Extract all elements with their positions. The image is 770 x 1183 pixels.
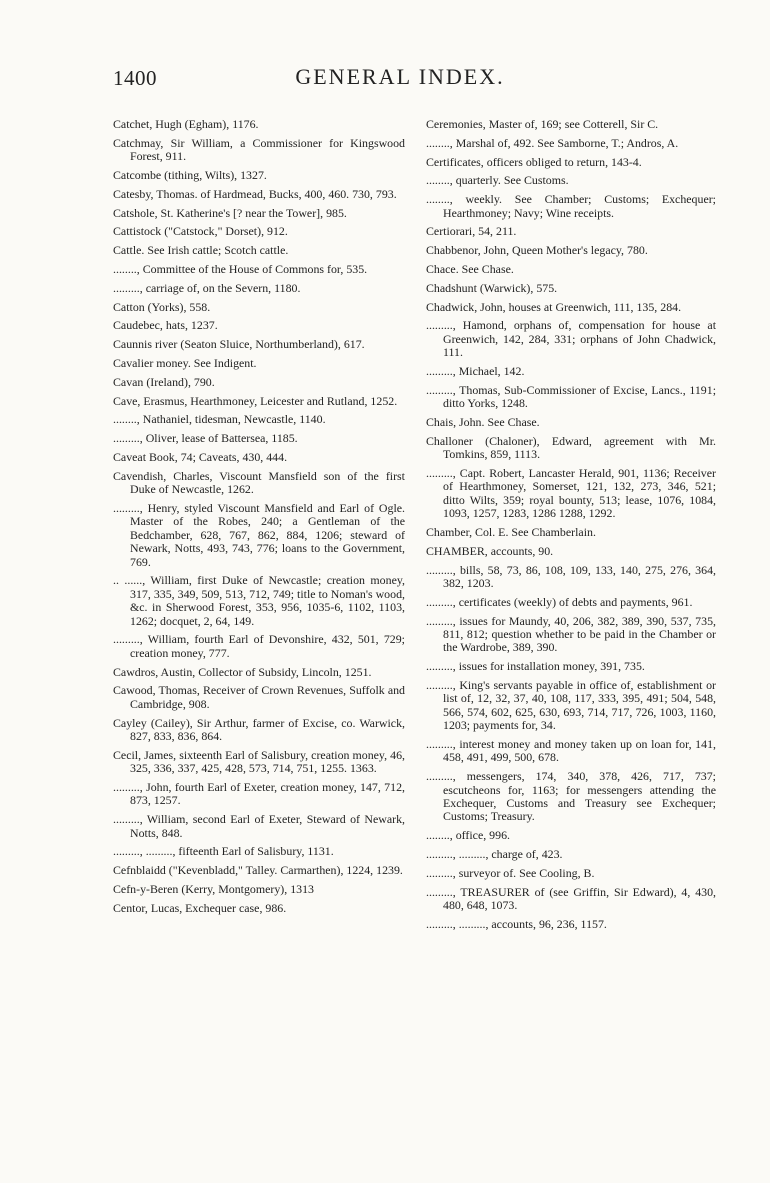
index-entry: ........, Marshal of, 492. See Samborne, T.; Andros, A. xyxy=(426,135,679,150)
index-entry: ........., ........., charge of, 423. xyxy=(426,847,563,862)
running-head: GENERAL INDEX. xyxy=(295,64,505,89)
index-column-right xyxy=(426,118,716,937)
index-entry: ........., Henry, styled Viscount Mansfield and Earl of Ogle. Master of the Robes, 240; a Gentleman of the Bedchamber, 628, 767, 862, 884, 1206; steward of Newark, Notts, 493, 743, 776; loans to the Government, 769. xyxy=(113,500,405,569)
index-entry: Catton (Yorks), 558. xyxy=(113,299,211,314)
index-column-left xyxy=(113,118,405,921)
index-entry: ........, Nathaniel, tidesman, Newcastle, 1140. xyxy=(113,412,326,427)
index-entry: ........., King's servants payable in office of, establishment or list of, 12, 32, 37, 40, 108, 117, 333, 395, 491; 504, 548, 566, 574, 602, 625, 630, 693, 714, 717, 726, 1003, 1160, 1203; payments for, 34. xyxy=(426,678,716,733)
index-entry: Catchet, Hugh (Egham), 1176. xyxy=(113,117,259,131)
index-entry: ........., ........., fifteenth Earl of Salisbury, 1131. xyxy=(113,844,334,859)
index-entry: Cawood, Thomas, Receiver of Crown Revenues, Suffolk and Cambridge, 908. xyxy=(113,683,405,711)
index-entry: ........, quarterly. See Customs. xyxy=(426,173,569,188)
index-entry: ........., Capt. Robert, Lancaster Herald, 901, 1136; Receiver of Hearthmoney, Somerset, 121, 132, 273, 346, 521; ditto Wilts, 359; royal bounty, 513; lease, 1076, 1084, 1093, 1257, 1283, 1286 1288, 1292. xyxy=(426,465,716,521)
index-entry: Certificates, officers obliged to return, 143-4. xyxy=(426,154,642,169)
index-entry: ........., William, second Earl of Exeter, Steward of Newark, Notts, 848. xyxy=(113,812,405,840)
index-entry: Cavendish, Charles, Viscount Mansfield son of the first Duke of Newcastle, 1262. xyxy=(113,468,405,497)
index-entry: ........, Committee of the House of Commons for, 535. xyxy=(113,261,368,276)
index-entry: Cavan (Ireland), 790. xyxy=(113,374,215,389)
index-entry: Cawdros, Austin, Collector of Subsidy, Lincoln, 1251. xyxy=(113,664,372,679)
index-entry: ........., William, fourth Earl of Devonshire, 432, 501, 729; creation money, 777. xyxy=(113,632,405,660)
index-entry: ........, office, 996. xyxy=(426,828,510,843)
index-entry: ........., messengers, 174, 340, 378, 426, 717, 737; escutcheons for, 1163; for messengers attending the Exchequer, Customs and Treasury see Exchequer; Customs; Treasury. xyxy=(426,769,716,824)
index-entry: ........., John, fourth Earl of Exeter, creation money, 147, 712, 873, 1257. xyxy=(113,780,405,808)
index-entry: Caunnis river (Seaton Sluice, Northumberland), 617. xyxy=(113,337,365,352)
index-entry: CHAMBER, accounts, 90. xyxy=(426,543,554,558)
index-entry: Chace. See Chase. xyxy=(426,261,514,276)
index-entry: Catchmay, Sir William, a Commissioner for Kingswood Forest, 911. xyxy=(113,135,405,164)
index-entry: Certiorari, 54, 211. xyxy=(426,224,517,239)
index-entry: Centor, Lucas, Exchequer case, 986. xyxy=(113,900,287,915)
index-entry: Chadwick, John, houses at Greenwich, 111, 135, 284. xyxy=(426,299,682,314)
index-entry: Cefn-y-Beren (Kerry, Montgomery), 1313 xyxy=(113,882,314,896)
index-entry: Challoner (Chaloner), Edward, agreement with Mr. Tomkins, 859, 1113. xyxy=(426,433,716,462)
index-entry: Chais, John. See Chase. xyxy=(426,414,540,429)
index-entry: ........., Oliver, lease of Battersea, 1185. xyxy=(113,431,298,446)
index-entry: Catshole, St. Katherine's [? near the Tower], 985. xyxy=(113,205,347,220)
index-entry: Cave, Erasmus, Hearthmoney, Leicester and Rutland, 1252. xyxy=(113,393,398,408)
index-entry: Ceremonies, Master of, 169; see Cotterell, Sir C. xyxy=(426,117,659,131)
index-entry: ........., TREASURER of (see Griffin, Sir Edward), 4, 430, 480, 648, 1073. xyxy=(426,884,716,913)
index-entry: ........., certificates (weekly) of debts and payments, 961. xyxy=(426,594,693,609)
index-entry: ........., issues for installation money, 391, 735. xyxy=(426,659,645,674)
index-entry: Caudebec, hats, 1237. xyxy=(113,318,218,333)
index-entry: Catesby, Thomas. of Hardmead, Bucks, 400, 460. 730, 793. xyxy=(113,186,397,201)
index-entry: ........., Michael, 142. xyxy=(426,363,525,378)
index-entry: ........, weekly. See Chamber; Customs; Exchequer; Hearthmoney; Navy; Wine receipts. xyxy=(426,192,716,220)
index-entry: ........., ........., accounts, 96, 236, 1157. xyxy=(426,916,607,931)
index-entry: Cayley (Cailey), Sir Arthur, farmer of Excise, co. Warwick, 827, 833, 836, 864. xyxy=(113,715,405,743)
index-entry: Caveat Book, 74; Caveats, 430, 444. xyxy=(113,449,288,464)
page-number: 1400 xyxy=(113,66,157,90)
index-entry: ........., carriage of, on the Severn, 1180. xyxy=(113,280,301,295)
index-entry: ........., Hamond, orphans of, compensation for house at Greenwich, 142, 284, 331; orphans of John Chadwick, 111. xyxy=(426,318,716,360)
index-entry: Cavalier money. See Indigent. xyxy=(113,355,257,370)
index-entry: ........., Thomas, Sub-Commissioner of Excise, Lancs., 1191; ditto Yorks, 1248. xyxy=(426,382,716,411)
index-entry: Cecil, James, sixteenth Earl of Salisbury, creation money, 46, 325, 336, 337, 425, 428, 573, 714, 751, 1255. 1363. xyxy=(113,747,405,776)
index-entry: Cattistock ("Catstock," Dorset), 912. xyxy=(113,224,288,239)
index-entry: .. ......, William, first Duke of Newcastle; creation money, 317, 335, 349, 509, 513, 712, 749; title to Noman's wood, &c. in Sherwood Forest, 353, 956, 1035-6, 1102, 1103, 1262; docquet, 2, 64, 149. xyxy=(113,573,405,628)
index-entry: Cattle. See Irish cattle; Scotch cattle. xyxy=(113,243,289,258)
index-entry: Chadshunt (Warwick), 575. xyxy=(426,280,558,295)
index-entry: ........., bills, 58, 73, 86, 108, 109, 133, 140, 275, 276, 364, 382, 1203. xyxy=(426,562,716,590)
index-entry: ........., surveyor of. See Cooling, B. xyxy=(426,865,595,880)
index-entry: Cefnblaidd ("Kevenbladd," Talley. Carmarthen), 1224, 1239. xyxy=(113,863,403,878)
index-entry: Chabbenor, John, Queen Mother's legacy, 780. xyxy=(426,243,648,258)
index-entry: ........., issues for Maundy, 40, 206, 382, 389, 390, 537, 735, 811, 812; question whether to be paid in the Chamber or the Wardrobe, 389, 390. xyxy=(426,613,716,655)
index-entry: Chamber, Col. E. See Chamberlain. xyxy=(426,525,596,539)
index-entry: Catcombe (tithing, Wilts), 1327. xyxy=(113,168,267,182)
index-entry: ........., interest money and money taken up on loan for, 141, 458, 491, 499, 500, 678. xyxy=(426,737,716,765)
